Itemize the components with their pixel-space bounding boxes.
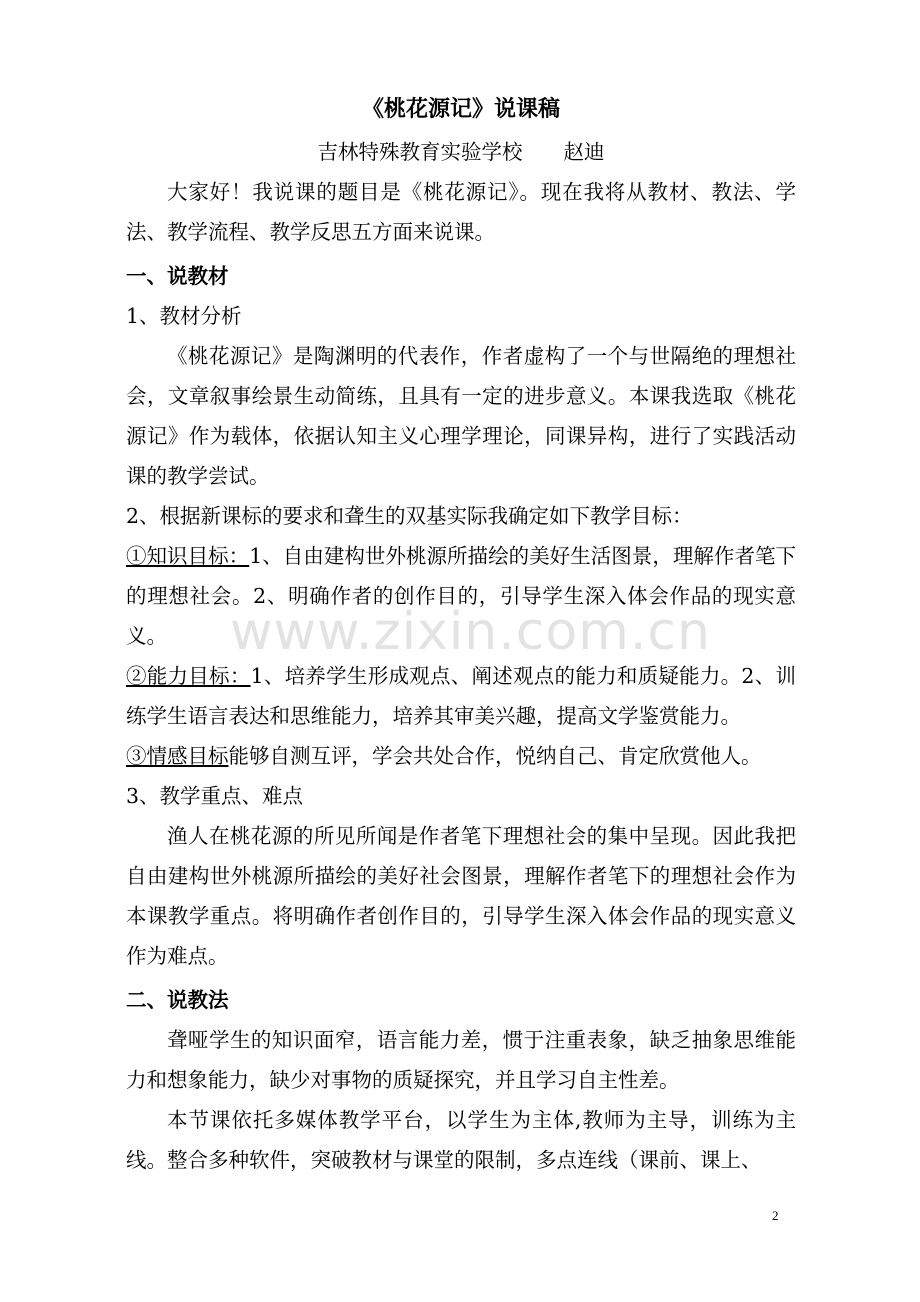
section-heading-method: 二、说教法 <box>126 988 229 1012</box>
subheading-teaching-goals: 2、根据新课标的要求和聋生的双基实际我确定如下教学目标： <box>126 504 693 528</box>
goal-knowledge-label: ①知识目标： <box>126 544 250 568</box>
document-title: 《桃花源记》说课稿 <box>361 97 560 122</box>
section-heading-textbook: 一、说教材 <box>126 264 229 288</box>
method-paragraph-1: 聋哑学生的知识面窄，语言能力差，惯于注重表象，缺乏抽象思维能力和想象能力，缺少对事物的质疑探究，并且学习自主性差。 <box>126 1028 796 1092</box>
goal-emotion <box>126 736 796 776</box>
document-author: 吉林特殊教育实验学校 赵迪 <box>317 140 605 164</box>
method-paragraph-2: 本节课依托多媒体教学平台，以学生为主体,教师为主导，训练为主线。整合多种软件，突破教材与课堂的限制，多点连线（课前、课上、 <box>126 1108 796 1172</box>
textbook-analysis-paragraph: 《桃花源记》是陶渊明的代表作，作者虚构了一个与世隔绝的理想社会，文章叙事绘景生动简练，且具有一定的进步意义。本课我选取《桃花源记》作为载体，依据认知主义心理学理论，同课异构，进行了实践活动课的教学尝试。 <box>126 344 796 488</box>
goal-emotion-label: ③情感目标 <box>126 744 229 768</box>
subheading-key-points: 3、教学重点、难点 <box>126 784 304 808</box>
goal-knowledge-text: 1、自由建构世外桃源所描绘的美好生活图景，理解作者笔下的理想社会。2、明确作者的创作目的，引导学生深入体会作品的现实意义。 <box>126 544 797 648</box>
watermark: www.zixin.com.cn <box>230 602 711 662</box>
key-points-paragraph: 渔人在桃花源的所见所闻是作者笔下理想社会的集中呈现。因此我把自由建构世外桃源所描绘的美好社会图景，理解作者笔下的理想社会作为本课教学重点。将明确作者创作目的，引导学生深入体会作品的现实意义作为难点。 <box>126 824 796 968</box>
document-body <box>126 88 796 1180</box>
goal-ability <box>126 656 796 736</box>
goal-ability-text: 1、培养学生形成观点、阐述观点的能力和质疑能力。2、训练学生语言表达和思维能力，培养其审美兴趣，提高文学鉴赏能力。 <box>126 664 796 728</box>
subheading-textbook-analysis: 1、教材分析 <box>126 304 242 328</box>
goal-knowledge <box>126 536 796 656</box>
goal-emotion-text: 能够自测互评，学会共处合作，悦纳自己、肯定欣赏他人。 <box>228 744 762 768</box>
intro-paragraph: 大家好！我说课的题目是《桃花源记》。现在我将从教材、教法、学法、教学流程、教学反思五方面来说课。 <box>126 180 796 244</box>
page-number: 2 <box>772 1208 779 1223</box>
goal-ability-label: ②能力目标： <box>126 664 251 688</box>
